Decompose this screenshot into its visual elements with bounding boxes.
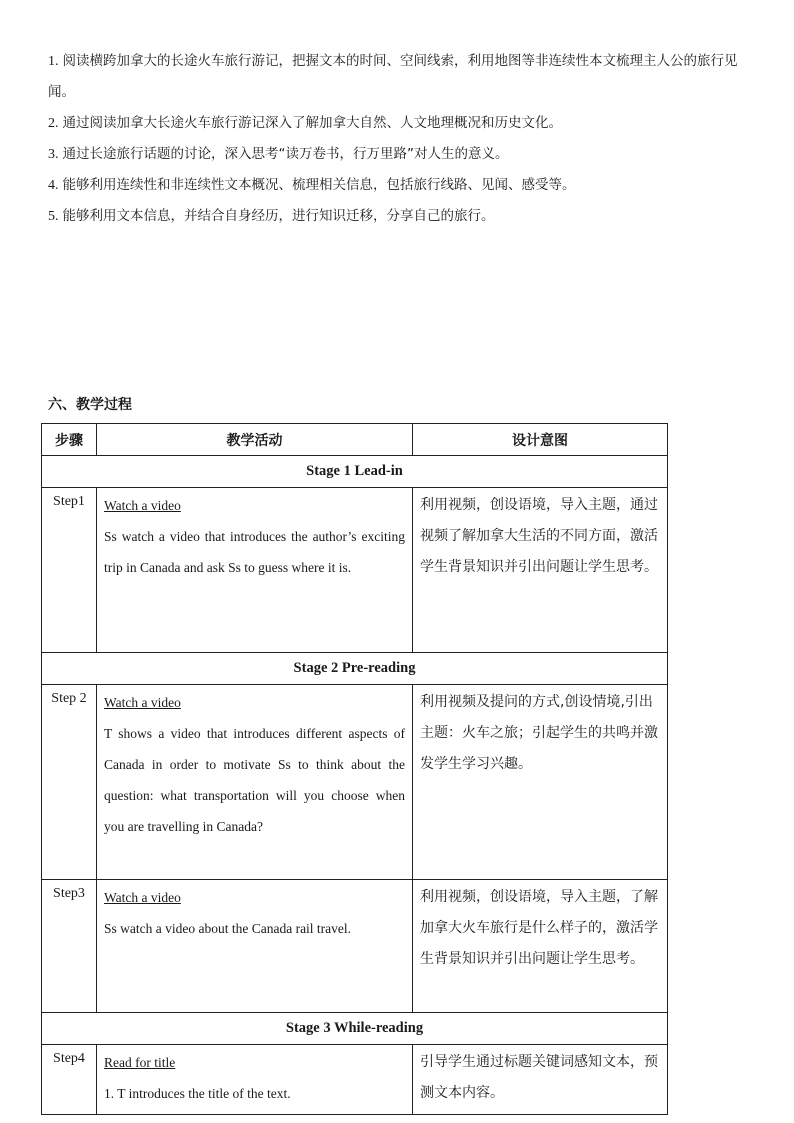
teaching-process-table (41, 423, 668, 1115)
stage-label: Stage 2 Pre-reading (42, 653, 668, 685)
table-row (42, 685, 668, 880)
objective-number: 5. (48, 209, 59, 224)
header-step: 步骤 (42, 424, 97, 456)
objective-text: 能够利用连续性和非连续性文本概况、梳理相关信息，包括旅行线路、见闻、感受等。 (62, 177, 576, 193)
step-label: Step4 (42, 1045, 97, 1115)
objective-number: 2. (48, 116, 59, 131)
objective-number: 4. (48, 178, 59, 193)
section-title: 六、教学过程 (48, 397, 132, 413)
objective-number: 1. (48, 54, 59, 69)
step-label: Step1 (42, 488, 97, 653)
objective-text: 通过阅读加拿大长途火车旅行游记深入了解加拿大自然、人文地理概况和历史文化。 (62, 115, 562, 131)
objective-item (48, 201, 758, 232)
objective-number: 3. (48, 147, 59, 162)
activity-body: Ss watch a video that introduces the author’s exciting trip in Canada and ask Ss to guess where it is. (104, 529, 405, 575)
step-label: Step 2 (42, 685, 97, 880)
activity-title: Watch a video (104, 498, 181, 513)
stage-label: Stage 1 Lead-in (42, 456, 668, 488)
objective-text: 阅读横跨加拿大的长途火车旅行游记，把握文本的时间、空间线索，利用地图等非连续性本文梳理主人公的旅行见闻。 (48, 53, 738, 100)
intent-cell: 利用视频，创设语境，导入主题，通过视频了解加拿大生活的不同方面，激活学生背景知识并引出问题让学生思考。 (413, 488, 668, 653)
objective-text: 能够利用文本信息，并结合自身经历，进行知识迁移，分享自己的旅行。 (62, 208, 495, 224)
table-header-row (42, 424, 668, 456)
activity-body: 1. T introduces the title of the text. (104, 1086, 291, 1101)
activity-body: Ss watch a video about the Canada rail travel. (104, 921, 352, 936)
objective-item (48, 108, 758, 139)
stage-row (42, 653, 668, 685)
table-row (42, 488, 668, 653)
stage-label: Stage 3 While-reading (42, 1013, 668, 1045)
table-row (42, 1045, 668, 1115)
intent-cell: 利用视频及提问的方式,创设情境,引出主题：火车之旅；引起学生的共鸣并激发学生学习兴趣。 (413, 685, 668, 880)
objective-item (48, 139, 758, 170)
activity-cell (97, 880, 413, 1013)
activity-title: Read for title (104, 1055, 176, 1070)
teaching-objectives-list (48, 46, 758, 232)
step-label: Step3 (42, 880, 97, 1013)
activity-body: T shows a video that introduces different aspects of Canada in order to motivate Ss to think about the question: what transportation will you choose when you are travelling in Canada? (104, 726, 405, 834)
activity-cell (97, 1045, 413, 1115)
activity-cell (97, 488, 413, 653)
intent-cell: 利用视频，创设语境，导入主题，了解加拿大火车旅行是什么样子的，激活学生背景知识并引出问题让学生思考。 (413, 880, 668, 1013)
stage-row (42, 1013, 668, 1045)
header-activity: 教学活动 (97, 424, 413, 456)
activity-title: Watch a video (104, 695, 181, 710)
intent-cell: 引导学生通过标题关键词感知文本，预测文本内容。 (413, 1045, 668, 1115)
activity-cell (97, 685, 413, 880)
table-row (42, 880, 668, 1013)
header-intent: 设计意图 (413, 424, 668, 456)
stage-row (42, 456, 668, 488)
objective-text: 通过长途旅行话题的讨论，深入思考“读万卷书，行万里路”对人生的意义。 (62, 146, 509, 162)
activity-title: Watch a video (104, 890, 181, 905)
objective-item (48, 46, 758, 108)
objective-item (48, 170, 758, 201)
